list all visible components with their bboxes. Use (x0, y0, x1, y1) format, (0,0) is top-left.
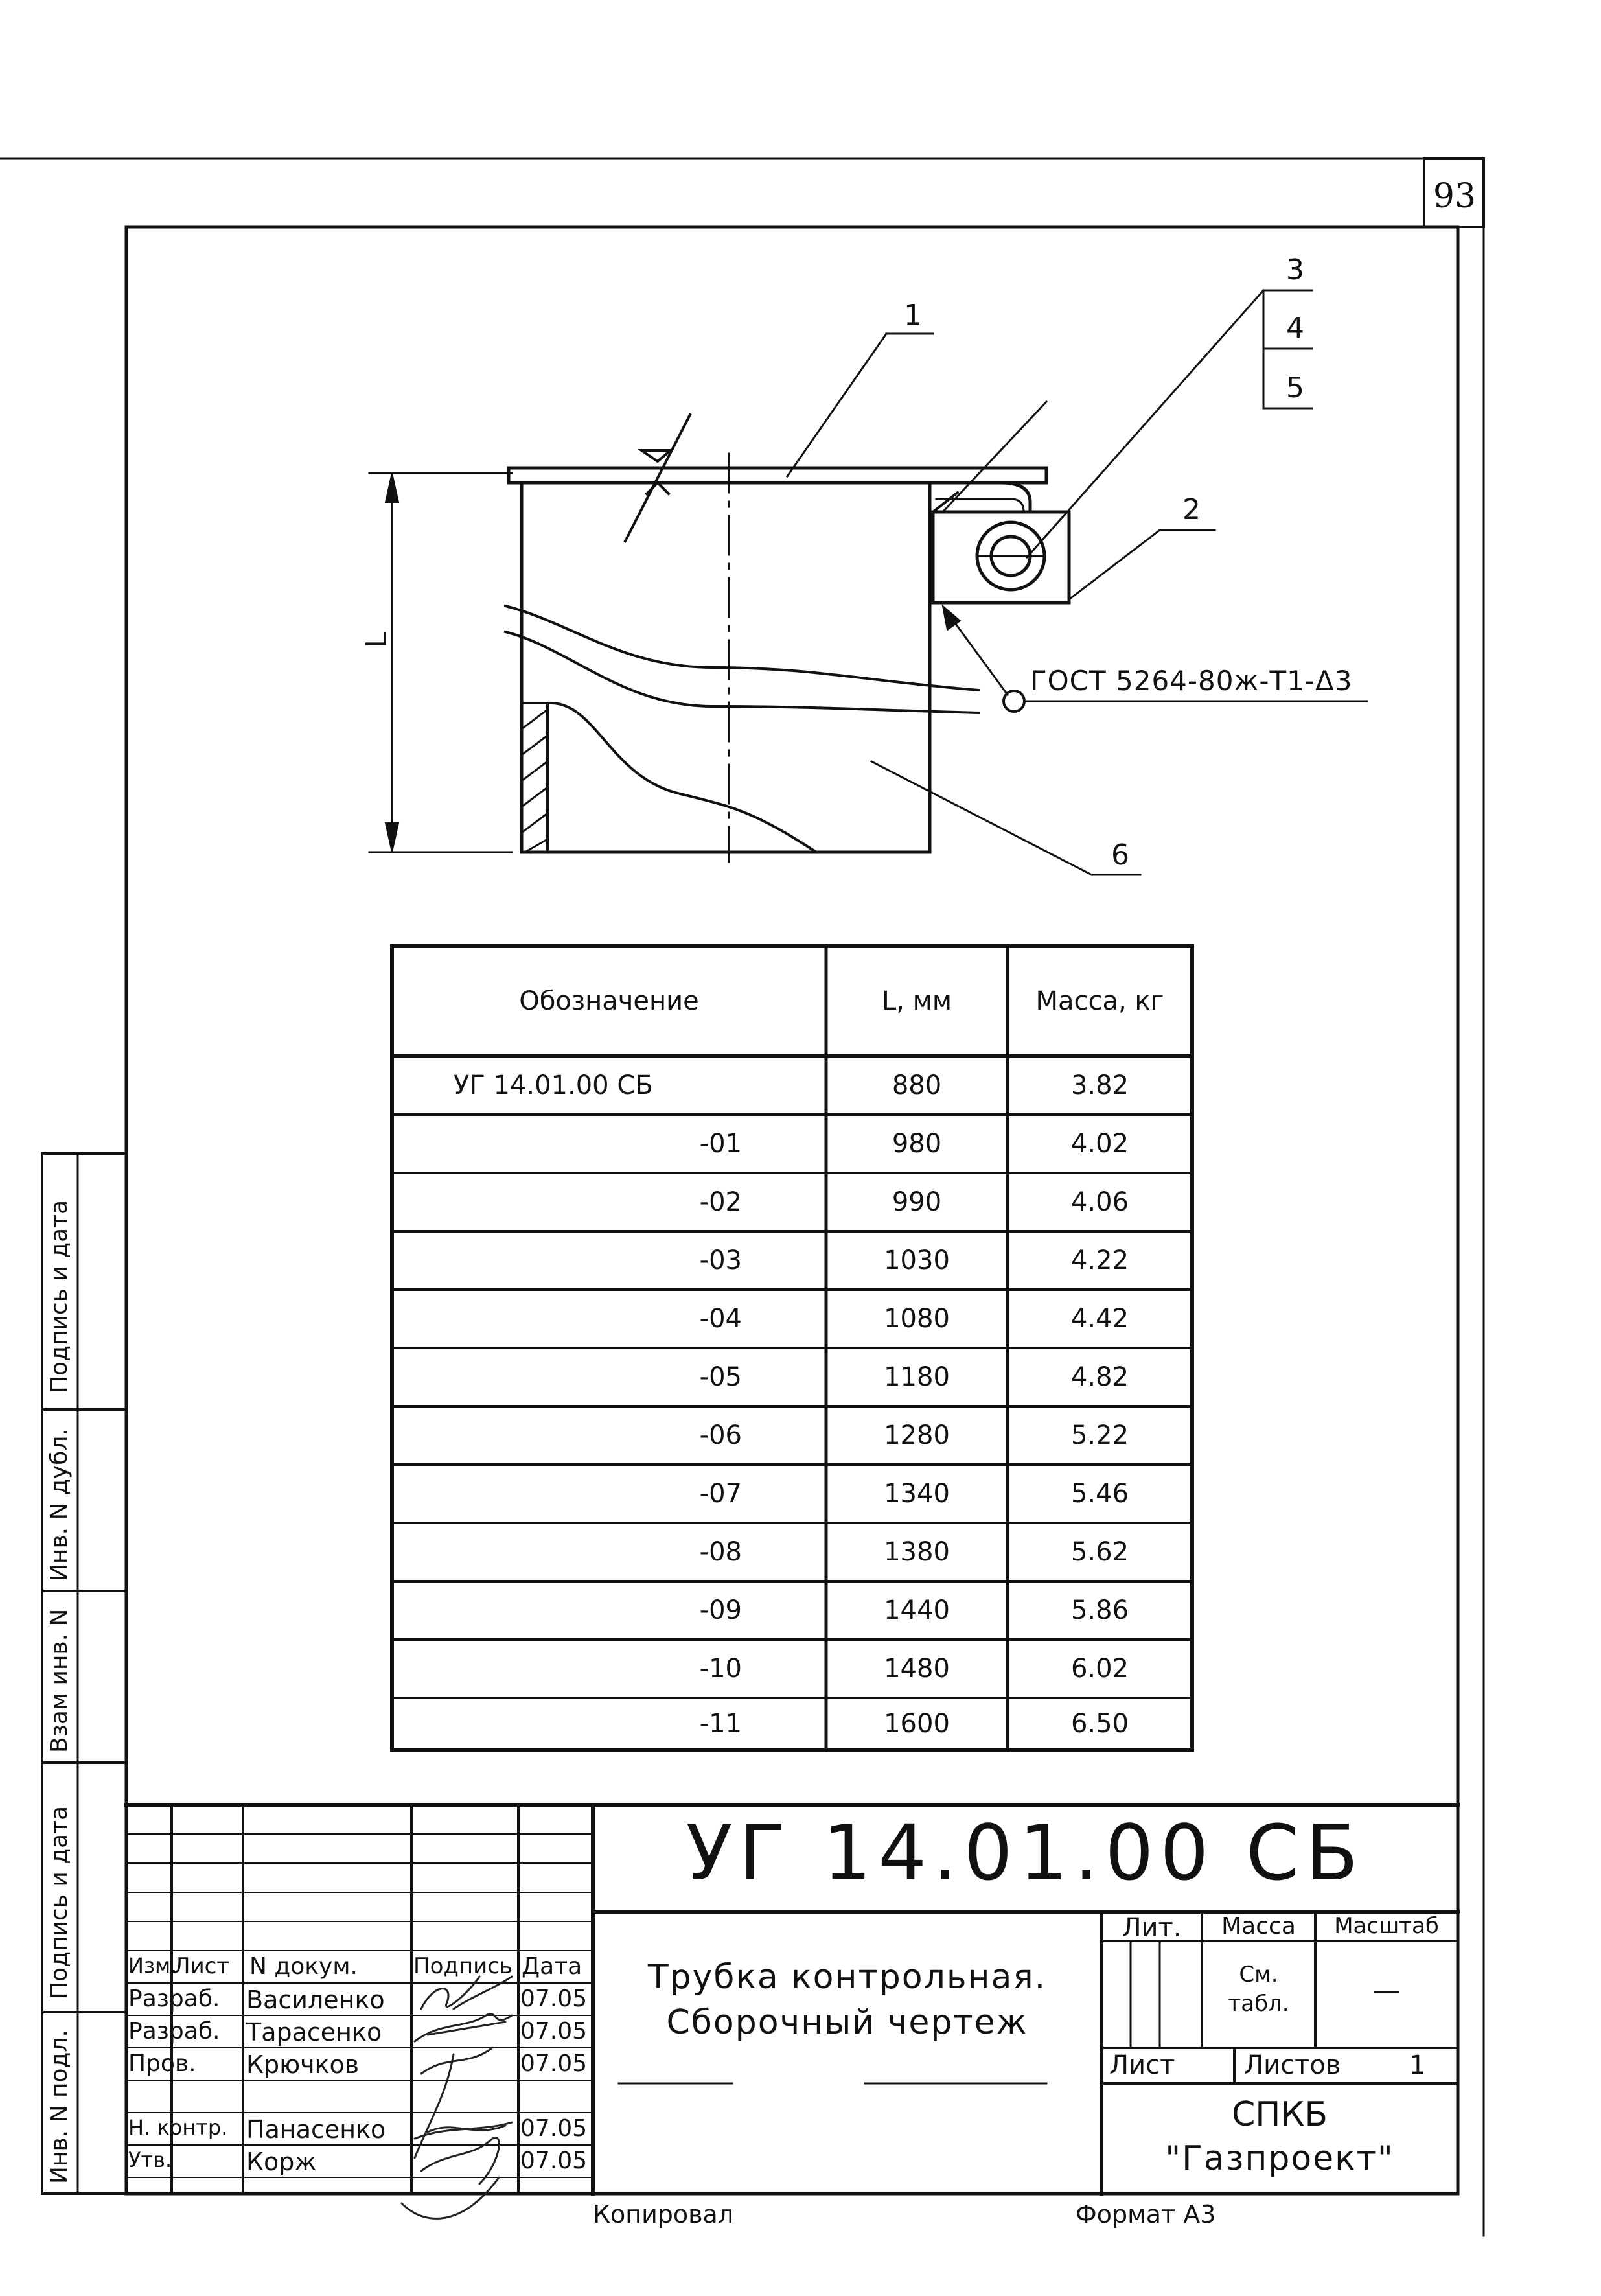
spec-row-designation: -04 (699, 1304, 742, 1334)
weld-note: ГОСТ 5264-80ж-Т1-Δ3 (1030, 665, 1353, 697)
spec-row-mass: 4.06 (1070, 1187, 1129, 1217)
spec-row-designation: -01 (699, 1129, 742, 1159)
spec-header-length: L, мм (881, 986, 952, 1016)
lit-label: Лит. (1122, 1913, 1182, 1943)
spec-row-designation: УГ 14.01.00 СБ (454, 1071, 653, 1100)
scale-value: — (1372, 1974, 1401, 2007)
spec-row-mass: 4.22 (1070, 1246, 1129, 1275)
signer-date: 07.05 (520, 2148, 588, 2174)
signer-date: 07.05 (520, 1986, 588, 2012)
spec-row-length: 1480 (884, 1654, 950, 1684)
spec-row-mass: 4.02 (1070, 1129, 1129, 1159)
callout-5: 5 (1286, 371, 1304, 404)
spec-row-length: 990 (892, 1187, 942, 1217)
sheets-value: 1 (1409, 2050, 1426, 2080)
spec-header-designation: Обозначение (519, 986, 699, 1016)
document-code: УГ 14.01.00 СБ (685, 1808, 1365, 1897)
spec-row-designation: -10 (699, 1654, 742, 1684)
spec-row-mass: 4.82 (1070, 1362, 1129, 1392)
organization-line-1: СПКБ (1231, 2095, 1328, 2134)
signer-role: Н. контр. (128, 2115, 228, 2140)
spec-row-mass: 6.50 (1070, 1709, 1129, 1739)
spec-row-mass: 5.86 (1070, 1595, 1129, 1625)
side-stamp-dup-inv: Инв. N дубл. (46, 1428, 73, 1581)
spec-row-designation: -09 (699, 1595, 742, 1625)
signer-name: Крючков (246, 2050, 360, 2079)
dimension-label: L (360, 632, 393, 648)
sheet-label: Лист (1109, 2050, 1175, 2080)
callout-2: 2 (1182, 493, 1201, 526)
scale-label: Масштаб (1334, 1913, 1439, 1939)
col-header-signature: Подпись (413, 1953, 513, 1979)
spec-row-designation: -06 (699, 1421, 742, 1450)
spec-row-designation: -11 (699, 1709, 742, 1739)
callout-3: 3 (1286, 253, 1304, 286)
sheets-label: Листов (1244, 2050, 1341, 2080)
callout-6: 6 (1111, 839, 1129, 872)
spec-row-length: 980 (892, 1129, 942, 1159)
spec-row-length: 1180 (884, 1362, 950, 1392)
mass-value-line-2: табл. (1228, 1991, 1289, 2017)
mass-value-line-1: См. (1239, 1962, 1278, 1988)
spec-row-mass: 5.62 (1070, 1537, 1129, 1567)
spec-row-mass: 5.22 (1070, 1421, 1129, 1450)
signer-role: Утв. (128, 2148, 172, 2172)
spec-row-designation: -02 (699, 1187, 742, 1217)
side-stamp-orig-inv: Инв. N подл. (46, 2030, 73, 2184)
organization-line-2: "Газпроект" (1165, 2139, 1394, 2178)
callout-1: 1 (904, 299, 922, 332)
signer-date: 07.05 (520, 2050, 588, 2077)
signer-name: Тарасенко (246, 2018, 382, 2047)
col-header-sheet: Лист (174, 1953, 230, 1979)
signer-role: Разраб. (128, 2018, 220, 2045)
signer-date: 07.05 (520, 2115, 588, 2142)
signer-name: Панасенко (246, 2115, 386, 2144)
footer-format: Формат А3 (1076, 2200, 1216, 2229)
spec-row-mass: 6.02 (1070, 1654, 1129, 1684)
spec-row-length: 1340 (884, 1479, 950, 1509)
spec-row-designation: -03 (699, 1246, 742, 1275)
spec-header-mass: Масса, кг (1035, 986, 1164, 1016)
col-header-rev: Изм. (128, 1953, 178, 1978)
spec-row-length: 1030 (884, 1246, 950, 1275)
spec-row-length: 880 (892, 1071, 942, 1100)
spec-row-mass: 5.46 (1070, 1479, 1129, 1509)
signer-date: 07.05 (520, 2018, 588, 2045)
side-stamp-signature-date-2: Подпись и дата (46, 1805, 73, 1999)
spec-row-length: 1280 (884, 1421, 950, 1450)
title-line-2: Сборочный чертеж (666, 2003, 1028, 2042)
signer-name: Корж (246, 2148, 317, 2176)
callout-4: 4 (1286, 312, 1304, 345)
spec-row-mass: 3.82 (1070, 1071, 1129, 1100)
signer-name: Василенко (246, 1986, 385, 2014)
mass-label: Масса (1221, 1913, 1296, 1940)
spec-row-length: 1440 (884, 1595, 950, 1625)
col-header-date: Дата (522, 1953, 582, 1980)
sheet-number: 93 (1433, 177, 1477, 216)
spec-row-length: 1380 (884, 1537, 950, 1567)
footer-copied: Копировал (593, 2200, 734, 2229)
spec-row-designation: -07 (699, 1479, 742, 1509)
spec-row-length: 1080 (884, 1304, 950, 1334)
col-header-doc: N докум. (249, 1953, 358, 1980)
signer-role: Разраб. (128, 1986, 220, 2012)
spec-row-designation: -08 (699, 1537, 742, 1567)
signer-role: Пров. (128, 2050, 196, 2077)
spec-row-length: 1600 (884, 1709, 950, 1739)
side-stamp-replace-inv: Взам инв. N (46, 1608, 73, 1753)
side-stamp-signature-date: Подпись и дата (46, 1200, 73, 1393)
spec-row-mass: 4.42 (1070, 1304, 1129, 1334)
title-line-1: Трубка контрольная. (647, 1958, 1047, 1997)
spec-row-designation: -05 (699, 1362, 742, 1392)
